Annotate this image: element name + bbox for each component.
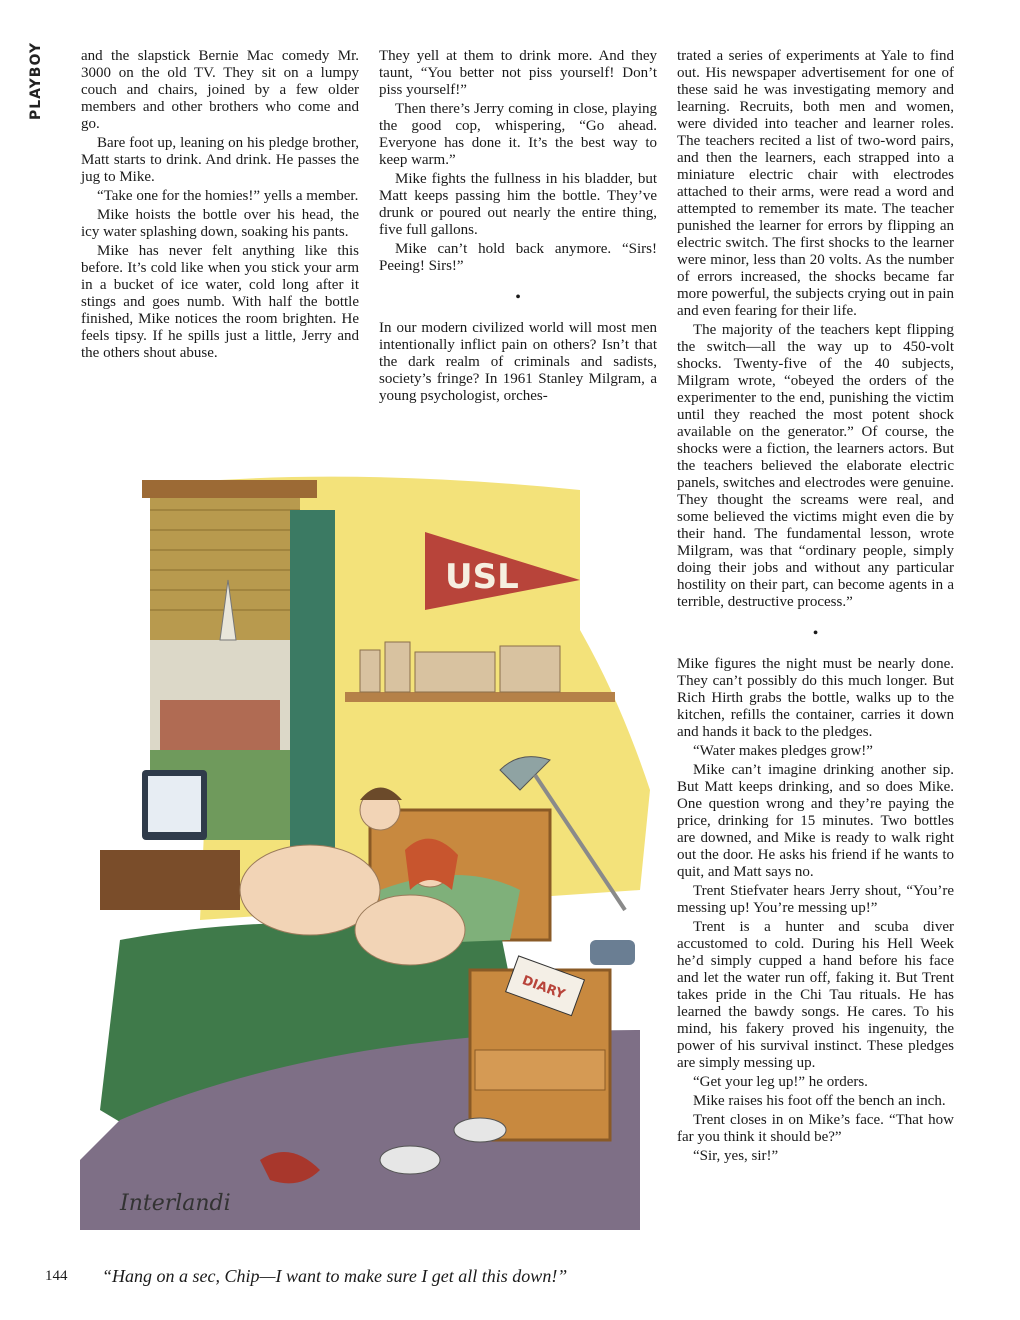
paragraph: They yell at them to drink more. And they taunt, “You better not piss yourself! Don’t piss yourself!” — [379, 48, 657, 98]
shelf — [345, 692, 615, 702]
paragraph: Mike can’t imagine drinking another sip. But Matt keeps drinking, and so does Mike. One question wrong and they’re paying the price, drinking for 15 minutes. Two bottles are downed, and Mike is ready to walk right out the door. He asks his friend if he wants to quit, and Matt says no. — [677, 762, 954, 880]
paragraph: Mike hoists the bottle over his head, the icy water splashing down, soaking his pants. — [81, 207, 359, 240]
paragraph: “Sir, yes, sir!” — [693, 1148, 779, 1164]
paragraph: Then there’s Jerry coming in close, playing the good cop, whispering, “Go ahead. Everyone has done it. It’s the best way to keep warm.” — [379, 101, 657, 168]
pennant-text: USL — [445, 557, 519, 597]
paragraph: and the slapstick Bernie Mac comedy Mr. 3000 on the old TV. They sit on a lumpy couch and chairs, joined by a few older members and other brothers who come and go. — [81, 48, 359, 132]
magazine-sidebar-label: PLAYBOY — [28, 42, 44, 121]
paragraph: “Take one for the homies!” yells a member. — [97, 188, 359, 204]
paragraph: In our modern civilized world will most men intentionally inflict pain on others? Isn’t that the dark realm of criminals and sadists, society’s fringe? In 1961 Stanley Milgram, a young psychologist, orches- — [379, 320, 657, 404]
paragraph: The majority of the teachers kept flipping the switch—all the way up to 450-volt shocks. Twenty-five of the 40 subjects, Milgram wrote, “obeyed the orders of the experimenter to the end, punishing the victim until they reached the most potent shock available on the generator.” Of course, the shocks were a fiction, the learners actors. But the teachers believed the elaborate electric panels, switches and electrodes were genuine. They thought the screams were real, and some believed the victims might even die by their hand. The fundamental lesson, wrote Milgram, was that “ordinary people, simply doing their jobs and without any particular hostility on their part, can become agents in a terrible, destructive process.” — [677, 322, 954, 610]
paragraph: Mike has never felt anything like this before. It’s cold like when you stick your arm in a bucket of ice water, cold long after it stings and goes numb. With half the bottle finished, Mike notices the room brighten. He feels tipsy. If he spills just a little, Jerry and the others shout abuse. — [81, 243, 359, 361]
paragraph: Trent is a hunter and scuba diver accustomed to cold. During his Hell Week he’d simply cupped a hand before his face and let the water run off, faking it. But Trent takes pride in the Chi Tau rituals. He has learned the bawdy songs. He cares. To his mind, his fakery proved his ingenuity, the power of his survival instinct. These pledges are simply messing up. — [677, 919, 954, 1071]
curtain — [290, 510, 335, 870]
telephone — [590, 940, 635, 965]
nightstand-drawer — [475, 1050, 605, 1090]
cartoon-caption: “Hang on a sec, Chip—I want to make sure I get all this down!” — [102, 1266, 568, 1286]
paragraph: Mike figures the night must be nearly done. They can’t possibly do this much longer. But Rich Hirth grabs the bottle, walks up to the kitchen, refills the container, carries it down and hands it back to the pledges. — [677, 656, 954, 740]
paragraph: Trent Stiefvater hears Jerry shout, “You’re messing up! You’re messing up!” — [677, 883, 954, 916]
text-column-2 — [379, 48, 657, 407]
section-break-bullet: • — [812, 625, 819, 642]
figure-woman — [355, 895, 465, 965]
text-column-1 — [81, 48, 359, 364]
diary-label: DIARY — [520, 973, 567, 1003]
sneaker — [454, 1118, 506, 1142]
text-column-3 — [677, 48, 954, 1167]
page-number: 144 — [45, 1268, 68, 1284]
paragraph: Trent closes in on Mike’s face. “That how far you think it should be?” — [677, 1112, 954, 1145]
paragraph: “Get your leg up!” he orders. — [693, 1074, 868, 1090]
artist-signature: Interlandi — [120, 1191, 231, 1216]
paragraph: “Water makes pledges grow!” — [693, 743, 873, 759]
book — [385, 642, 410, 692]
cartoon-illustration — [80, 470, 660, 1230]
campus-building — [160, 700, 280, 750]
desk — [100, 850, 240, 910]
paragraph: Mike raises his foot off the bench an inch. — [693, 1093, 946, 1109]
sneaker — [380, 1146, 440, 1174]
window-valance — [142, 480, 317, 498]
paragraph: trated a series of experiments at Yale to find out. His newspaper advertisement for one of these said he was investigating memory and learning. Recruits, both men and women, were divided into teacher and learner roles. The teachers recited a list of two-word pairs, and then the learners, each strapped into a miniature electric chair with electrodes attached to their arms, were read a word and attempted to remember its mate. The teacher punished the learner for errors by flipping an electric switch. The first shocks to the learner were minor, less than 20 volts. As the number of errors increased, the shocks became far more powerful, the subjects crying out in pain and even fearing for their life. — [677, 48, 954, 319]
paragraph: Bare foot up, leaning on his pledge brother, Matt starts to drink. And drink. He passes the jug to Mike. — [81, 135, 359, 185]
book — [360, 650, 380, 692]
paragraph: Mike fights the fullness in his bladder, but Matt keeps passing him the bottle. They’ve drunk or poured out nearly the entire thing, five full gallons. — [379, 171, 657, 238]
monitor-screen — [148, 776, 201, 832]
paragraph: Mike can’t hold back anymore. “Sirs! Peeing! Sirs!” — [379, 241, 657, 274]
book — [500, 646, 560, 692]
book — [415, 652, 495, 692]
section-break-bullet: • — [515, 289, 521, 306]
